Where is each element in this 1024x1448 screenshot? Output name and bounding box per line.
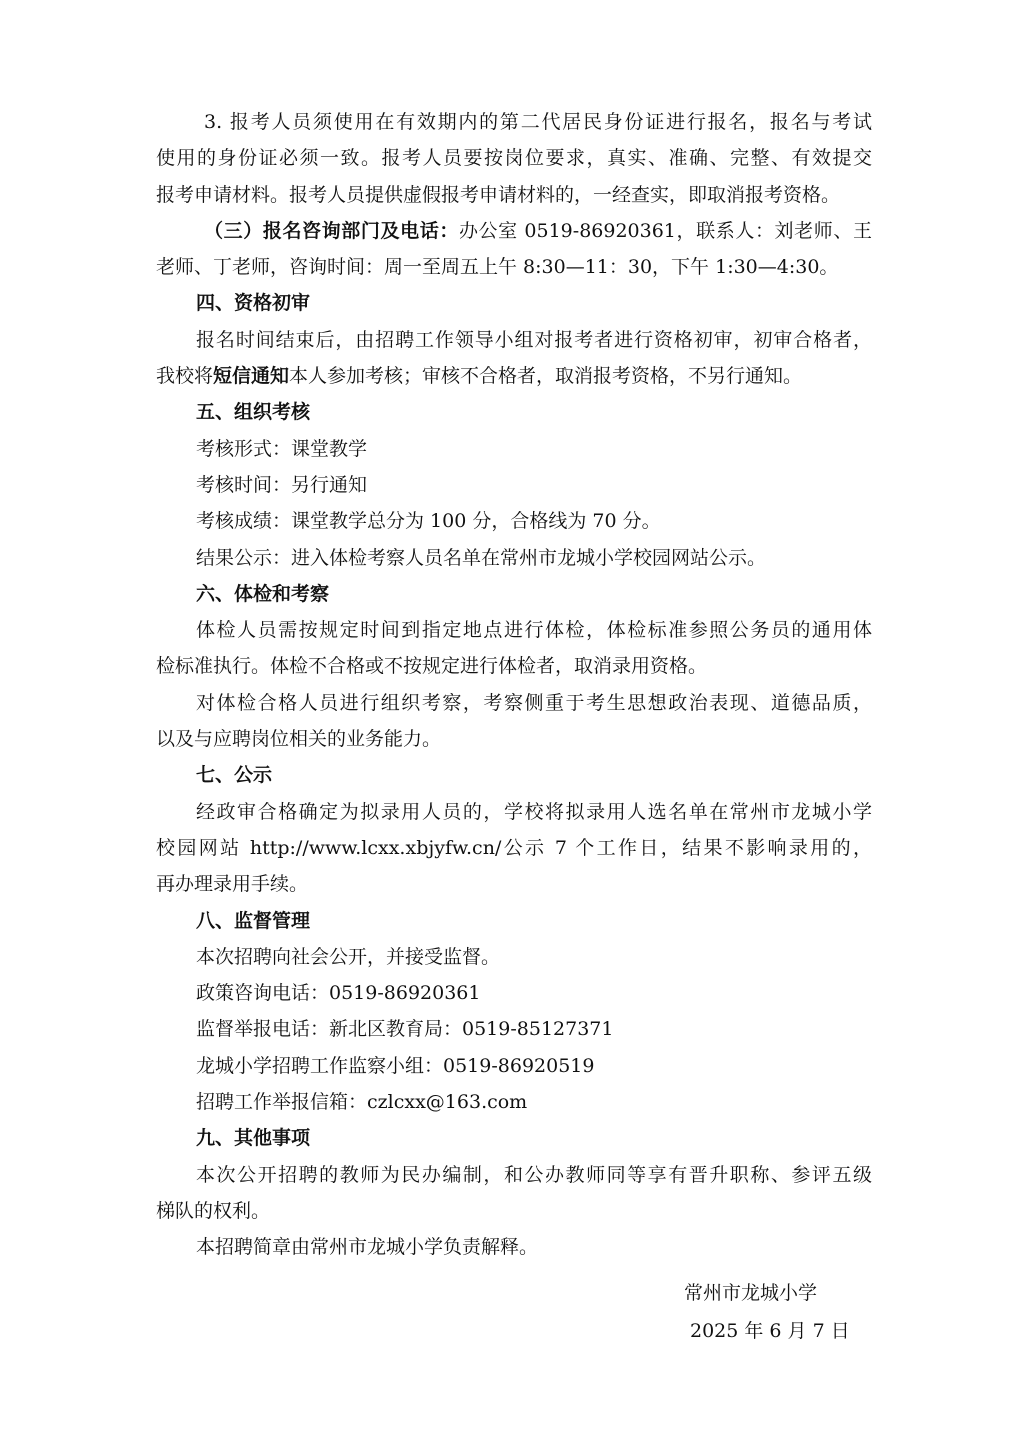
paragraph-line: 经政审合格确定为拟录用人员的，学校将拟录用人选名单在常州市龙城小学 (196, 800, 872, 823)
paragraph-line: 校园网站 http://www.lcxx.xbjyfw.cn/公示 7 个工作日，结果不影响录用的， (156, 836, 872, 859)
contact-line: 老师、丁老师，咨询时间：周一至周五上午 8:30—11：30，下午 1:30—4:30。 (156, 256, 839, 279)
paragraph-line: 报名时间结束后，由招聘工作领导小组对报考者进行资格初审，初审合格者， (196, 328, 872, 351)
section-heading: 四、资格初审 (196, 292, 311, 315)
paragraph-line: 本招聘简章由常州市龙城小学负责解释。 (196, 1236, 539, 1259)
paragraph-line: 对体检合格人员进行组织考察，考察侧重于考生思想政治表现、道德品质， (196, 691, 872, 714)
paragraph-line: 结果公示：进入体检考察人员名单在常州市龙城小学校园网站公示。 (196, 546, 767, 569)
paragraph-line: 3. 报考人员须使用在有效期内的第二代居民身份证进行报名，报名与考试 (204, 111, 872, 133)
paragraph-line: 报考申请材料。报考人员提供虚假报考申请材料的，一经查实，即取消报考资格。 (156, 183, 841, 206)
signature-date: 2025 年 6 月 7 日 (690, 1320, 850, 1342)
sms-notice-emphasis: 短信通知 (213, 365, 290, 388)
text-span: 本人参加考核；审核不合格者，取消报考资格，不另行通知。 (289, 365, 803, 388)
paragraph-line: 监督举报电话：新北区教育局：0519-85127371 (196, 1018, 614, 1041)
section-heading: 九、其他事项 (196, 1127, 311, 1150)
section-heading: 六、体检和考察 (196, 582, 330, 605)
paragraph-line: 梯队的权利。 (156, 1199, 271, 1222)
signature-org: 常州市龙城小学 (684, 1282, 818, 1304)
paragraph-line: 检标准执行。体检不合格或不按规定进行体检者，取消录用资格。 (156, 655, 708, 678)
section-heading: 七、公示 (196, 764, 273, 787)
paragraph-line: 考核成绩：课堂教学总分为 100 分，合格线为 70 分。 (196, 510, 661, 533)
paragraph-line: 体检人员需按规定时间到指定地点进行体检，体检标准参照公务员的通用体 (196, 619, 872, 642)
section-heading: 五、组织考核 (196, 401, 311, 424)
paragraph-line: 再办理录用手续。 (156, 873, 309, 896)
paragraph-line: 政策咨询电话：0519-86920361 (196, 982, 481, 1005)
contact-label: （三）报名咨询部门及电话： (204, 219, 459, 242)
paragraph-line: 本次招聘向社会公开，并接受监督。 (196, 945, 501, 968)
paragraph-line (156, 358, 872, 394)
paragraph-line: 考核形式：课堂教学 (196, 437, 368, 460)
text-span: 我校将 (156, 365, 214, 388)
document-body (156, 104, 872, 1266)
paragraph-line: 以及与应聘岗位相关的业务能力。 (156, 728, 442, 751)
paragraph-line: 招聘工作举报信箱：czlcxx@163.com (196, 1091, 528, 1114)
paragraph-line: 本次公开招聘的教师为民办编制，和公办教师同等享有晋升职称、参评五级 (196, 1163, 872, 1186)
paragraph-line: 龙城小学招聘工作监察小组：0519-86920519 (196, 1054, 595, 1077)
contact-text: 办公室 0519-86920361，联系人：刘老师、王 (458, 219, 872, 242)
contact-line (156, 213, 872, 249)
paragraph-line: 考核时间：另行通知 (196, 473, 368, 496)
paragraph-line: 使用的身份证必须一致。报考人员要按岗位要求，真实、准确、完整、有效提交 (156, 147, 872, 170)
section-heading: 八、监督管理 (196, 909, 311, 932)
